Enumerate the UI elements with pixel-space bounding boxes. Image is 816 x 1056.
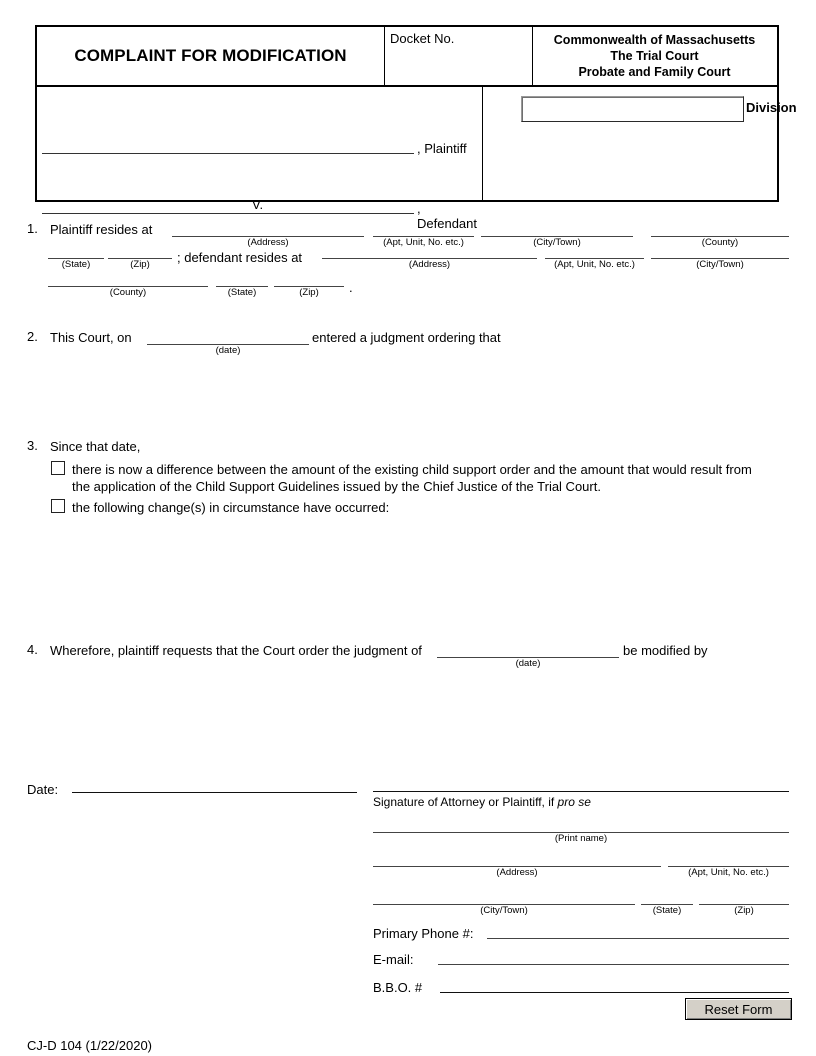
item-4-tail-text: be modified by <box>623 643 708 658</box>
header-divider-3 <box>482 85 483 200</box>
attorney-state-caption: (State) <box>652 905 682 916</box>
signature-caption-pro-se: pro se <box>557 795 591 809</box>
checkbox-change-in-circumstance-label: the following change(s) in circumstance have occurred: <box>72 500 390 515</box>
attorney-apt-input[interactable] <box>668 849 789 866</box>
attorney-zip-input[interactable] <box>699 887 789 904</box>
checkbox-1-line-2: the application of the Child Support Guidelines issued by the Chief Justice of the Trial Court. <box>72 479 601 494</box>
signature-caption <box>373 795 591 810</box>
defendant-label: , Defendant <box>417 201 477 231</box>
division-section <box>485 85 797 200</box>
defendant-rule <box>42 213 414 214</box>
plaintiff-state-caption: (State) <box>61 259 91 270</box>
page-title: COMPLAINT FOR MODIFICATION <box>74 46 347 65</box>
attorney-state-input[interactable] <box>641 887 693 904</box>
plaintiff-state-input[interactable] <box>48 241 104 258</box>
item-4-body-input[interactable] <box>50 670 789 760</box>
defendant-state-input[interactable] <box>216 269 268 286</box>
print-name-input[interactable] <box>373 815 789 832</box>
item-1-lead-text: Plaintiff resides at <box>50 222 153 237</box>
item-4-date-caption: (date) <box>515 658 541 669</box>
date-label: Date: <box>27 782 59 797</box>
docket-number-input[interactable] <box>390 51 525 77</box>
attorney-zip-caption: (Zip) <box>734 905 754 916</box>
primary-phone-input[interactable] <box>487 922 789 939</box>
reset-form-button[interactable]: Reset Form <box>685 998 792 1020</box>
defendant-city-input[interactable] <box>651 241 789 258</box>
item-4-lead-text: Wherefore, plaintiff requests that the Court order the judgment of <box>50 643 422 658</box>
item-2-date-input[interactable] <box>147 327 309 344</box>
email-input[interactable] <box>438 948 789 965</box>
checkbox-change-in-circumstance[interactable] <box>51 499 65 513</box>
item-4-number: 4. <box>27 642 38 657</box>
item-1-trailing-period: . <box>349 280 353 295</box>
plaintiff-label: , Plaintiff <box>417 141 467 156</box>
item-2-date-caption: (date) <box>215 345 241 356</box>
plaintiff-rule <box>42 153 414 154</box>
primary-phone-rule <box>487 938 789 939</box>
signature-input[interactable] <box>373 772 789 790</box>
plaintiff-address-input[interactable] <box>172 219 364 236</box>
plaintiff-address-caption: (Address) <box>247 237 289 248</box>
division-input[interactable] <box>521 96 744 122</box>
plaintiff-zip-input[interactable] <box>108 241 172 258</box>
defendant-address-input[interactable] <box>322 241 537 258</box>
defendant-city-caption: (City/Town) <box>696 259 744 270</box>
defendant-state-caption: (State) <box>227 287 257 298</box>
header-divider-1 <box>384 27 385 85</box>
item-1-number: 1. <box>27 221 38 236</box>
attorney-city-caption: (City/Town) <box>480 905 528 916</box>
defendant-name-input[interactable] <box>42 191 414 213</box>
plaintiff-city-caption: (City/Town) <box>533 237 581 248</box>
plaintiff-apt-caption: (Apt, Unit, No. etc.) <box>383 237 464 248</box>
bbo-label: B.B.O. # <box>373 980 423 995</box>
signature-caption-text: Signature of Attorney or Plaintiff, if <box>373 795 558 809</box>
item-3-number: 3. <box>27 438 38 453</box>
item-2-number: 2. <box>27 329 38 344</box>
checkbox-child-support-guidelines-label <box>72 461 782 495</box>
docket-number-label: Docket No. <box>390 31 455 46</box>
print-name-caption: (Print name) <box>554 833 608 844</box>
court-line-1: Commonwealth of Massachusetts <box>553 33 756 47</box>
date-rule <box>72 792 357 793</box>
defendant-zip-input[interactable] <box>274 269 344 286</box>
court-identification <box>532 27 777 85</box>
plaintiff-county-input[interactable] <box>651 219 789 236</box>
defendant-zip-caption: (Zip) <box>299 287 319 298</box>
attorney-address-input[interactable] <box>373 849 661 866</box>
primary-phone-label: Primary Phone #: <box>373 926 474 941</box>
bbo-input[interactable] <box>440 976 789 993</box>
defendant-county-input[interactable] <box>48 269 208 286</box>
plaintiff-city-input[interactable] <box>481 219 633 236</box>
versus-label: V. <box>252 197 264 212</box>
item-4-date-input[interactable] <box>437 640 619 657</box>
attorney-address-caption: (Address) <box>496 867 538 878</box>
item-1-mid-text: ; defendant resides at <box>177 250 303 265</box>
plaintiff-zip-caption: (Zip) <box>130 259 150 270</box>
form-number-footer: CJ-D 104 (1/22/2020) <box>27 1038 153 1053</box>
plaintiff-apt-input[interactable] <box>373 219 474 236</box>
item-2-body-input[interactable] <box>50 356 789 420</box>
email-rule <box>438 964 789 965</box>
defendant-apt-input[interactable] <box>545 241 644 258</box>
court-line-2: The Trial Court <box>610 49 699 63</box>
bbo-rule <box>440 992 789 993</box>
item-3-body-input[interactable] <box>50 522 789 622</box>
item-2-tail-text: entered a judgment ordering that <box>312 330 501 345</box>
court-line-3: Probate and Family Court <box>578 65 731 79</box>
checkbox-child-support-guidelines[interactable] <box>51 461 65 475</box>
division-label: Division <box>746 100 797 115</box>
defendant-address-caption: (Address) <box>408 259 451 270</box>
defendant-county-caption: (County) <box>109 287 147 298</box>
attorney-city-input[interactable] <box>373 887 635 904</box>
defendant-apt-caption: (Apt, Unit, No. etc.) <box>554 259 635 270</box>
email-label: E-mail: <box>373 952 414 967</box>
signature-rule <box>373 791 789 792</box>
checkbox-1-line-1: there is now a difference between the amount of the existing child support order and the amount that would result from <box>72 462 752 477</box>
attorney-apt-caption: (Apt, Unit, No. etc.) <box>688 867 769 878</box>
item-2-lead-text: This Court, on <box>50 330 132 345</box>
item-3-lead-text: Since that date, <box>50 439 141 454</box>
plaintiff-name-input[interactable] <box>42 131 414 153</box>
plaintiff-county-caption: (County) <box>701 237 739 248</box>
